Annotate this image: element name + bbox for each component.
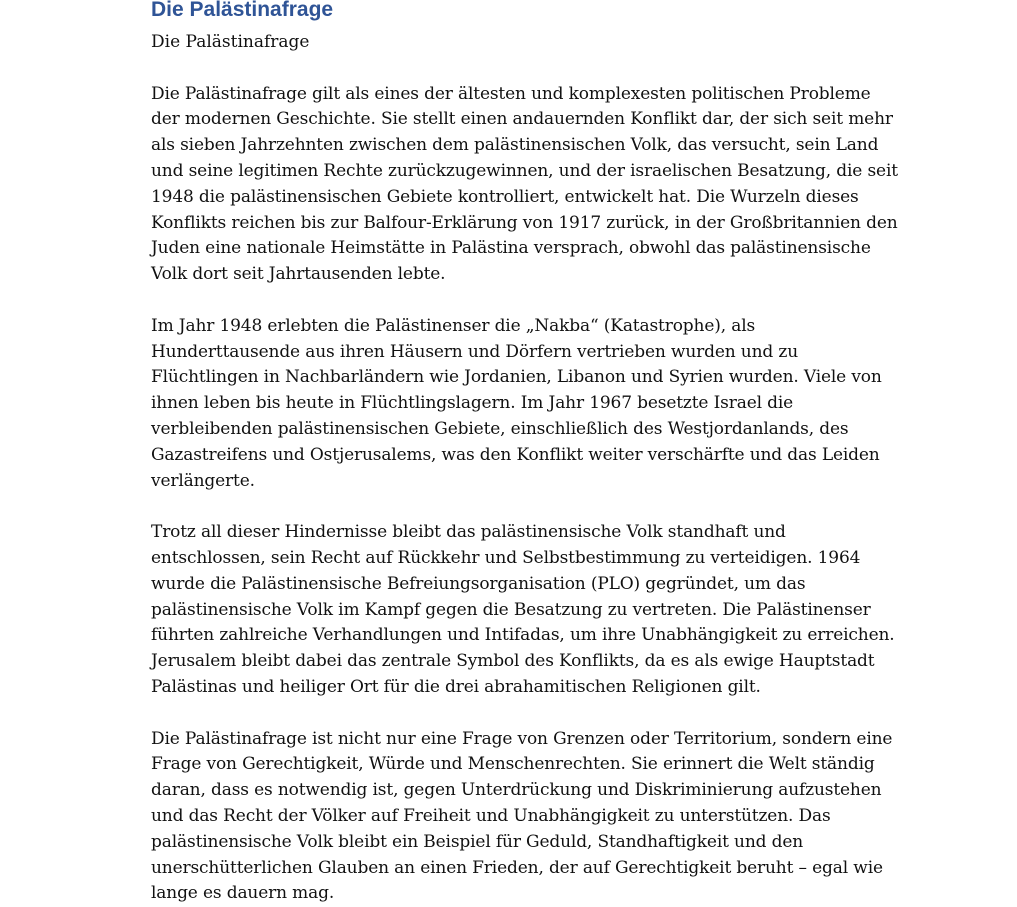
document-heading: Die Palästinafrage (151, 0, 334, 21)
paragraph-2: Im Jahr 1948 erlebten die Palästinenser die „Nakba“ (Katastrophe), als Hunderttausende aus ihren Häusern und Dörfern vertrieben wurden und zu Flüchtlingen in Nachbarländern wie Jordanien, Libanon und Syrien wurden. Viele von ihnen leben bis heute in Flüchtlingslagern. Im Jahr 1967 besetzte Israel die verbleibenden palästinensischen Gebiete, einschließlich des Westjordanlands, des Gazastreifens und Ostjerusalems, was den Konflikt weiter verschärfte und das Leiden verlängerte. (151, 315, 882, 491)
paragraph-1: Die Palästinafrage gilt als eines der ältesten und komplexesten politischen Probleme der modernen Geschichte. Sie stellt einen andauernden Konflikt dar, der sich seit mehr als sieben Jahrzehnten zwischen dem palästinensischen Volk, das versucht, sein Land und seine legitimen Rechte zurückzugewinnen, und der israelischen Besatzung, die seit 1948 die palästinensischen Gebiete kontrolliert, entwickelt hat. Die Wurzeln dieses Konflikts reichen bis zur Balfour-Erklärung von 1917 zurück, in der Großbritannien den Juden eine nationale Heimstätte in Palästina versprach, obwohl das palästinensische Volk dort seit Jahrtausenden lebte. (151, 83, 898, 285)
paragraph-4: Die Palästinafrage ist nicht nur eine Frage von Grenzen oder Territorium, sondern eine Frage von Gerechtigkeit, Würde und Menschenrechten. Sie erinnert die Welt ständig daran, dass es notwendig ist, gegen Unterdrückung und Diskriminierung aufzustehen und das Recht der Völker auf Freiheit und Unabhängigkeit zu unterstützen. Das palästinensische Volk bleibt ein Beispiel für Geduld, Standhaftigkeit und den unerschütterlichen Glauben an einen Frieden, der auf Gerechtigkeit beruht – egal wie lange es dauern mag. (151, 728, 893, 904)
document-page (151, 0, 903, 907)
paragraph-3: Trotz all dieser Hindernisse bleibt das palästinensische Volk standhaft und entschlossen, sein Recht auf Rückkehr und Selbstbestimmung zu verteidigen. 1964 wurde die Palästinensische Befreiungsorganisation (PLO) gegründet, um das palästinensische Volk im Kampf gegen die Besatzung zu vertreten. Die Palästinenser führten zahlreiche Verhandlungen und Intifadas, um ihre Unabhängigkeit zu erreichen. Jerusalem bleibt dabei das zentrale Symbol des Konflikts, da es als ewige Hauptstadt Palästinas und heiliger Ort für die drei abrahamitischen Religionen gilt. (151, 522, 895, 697)
document-subtitle: Die Palästinafrage (151, 32, 310, 52)
